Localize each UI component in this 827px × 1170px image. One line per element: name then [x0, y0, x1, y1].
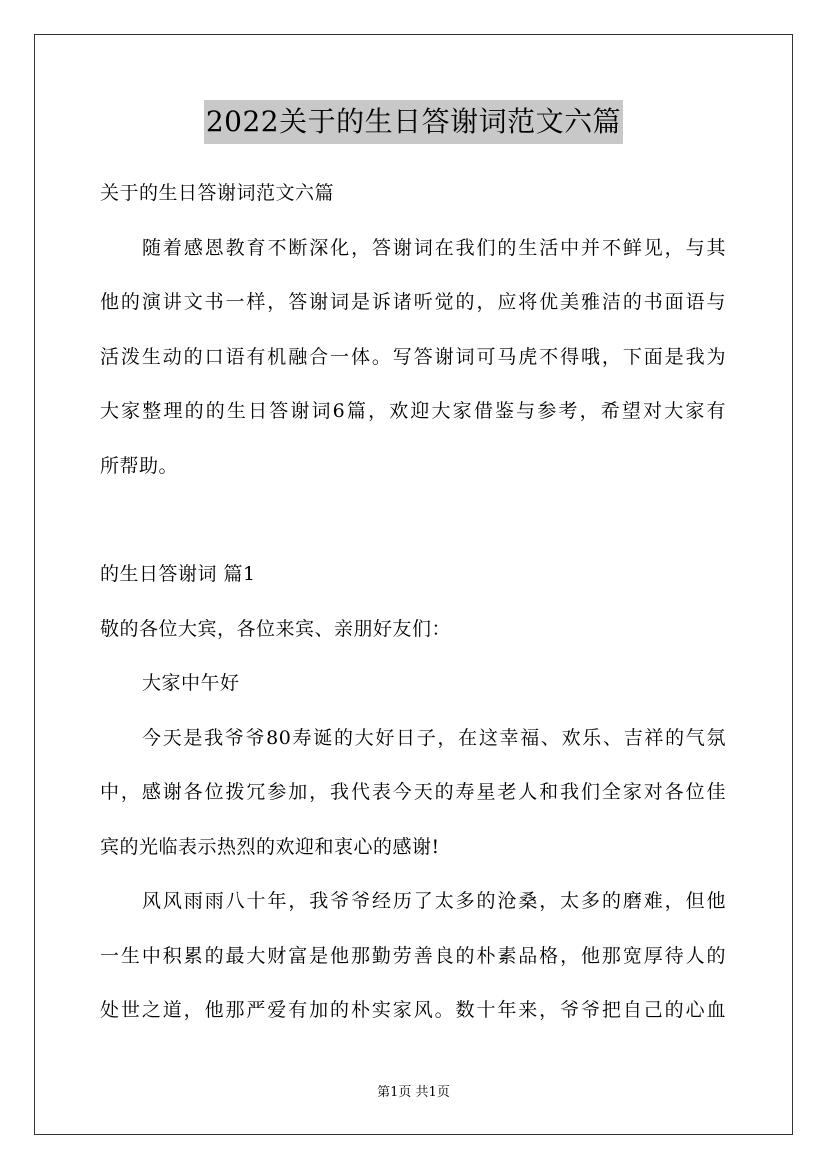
- para1-line-2: 中，感谢各位拨冗参加，我代表今天的寿星老人和我们全家对各位佳: [100, 781, 726, 803]
- salutation: 敬的各位大宾，各位来宾、亲朋好友们：: [100, 618, 452, 640]
- intro-line-1: 随着感恩教育不断深化，答谢词在我们的生活中并不鲜见，与其: [142, 237, 726, 259]
- subtitle: 关于的生日答谢词范文六篇: [100, 182, 335, 204]
- intro-line-5: 所帮助。: [100, 455, 179, 477]
- document-title: 2022关于的生日答谢词范文六篇: [204, 100, 623, 144]
- title-container: [0, 100, 827, 144]
- para2-line-3: 处世之道，他那严爱有加的朴实家风。数十年来，爷爷把自己的心血: [100, 999, 726, 1021]
- intro-line-2: 他的演讲文书一样，答谢词是诉诸听觉的，应将优美雅洁的书面语与: [100, 291, 726, 313]
- para1-line-1: 今天是我爷爷80寿诞的大好日子，在这幸福、欢乐、吉祥的气氛: [142, 727, 726, 749]
- section-heading: 的生日答谢词 篇1: [100, 563, 256, 585]
- intro-line-3: 活泼生动的口语有机融合一体。写答谢词可马虎不得哦，下面是我为: [100, 346, 726, 368]
- para2-line-2: 一生中积累的最大财富是他那勤劳善良的朴素品格，他那宽厚待人的: [100, 945, 726, 967]
- page-footer: 第1页 共1页: [377, 1085, 450, 1100]
- para1-line-3: 宾的光临表示热烈的欢迎和衷心的感谢!: [100, 836, 440, 858]
- para2-line-1: 风风雨雨八十年，我爷爷经历了太多的沧桑，太多的磨难，但他: [142, 890, 726, 912]
- greeting: 大家中午好: [142, 672, 240, 694]
- intro-line-4: 大家整理的的生日答谢词6篇，欢迎大家借鉴与参考，希望对大家有: [100, 400, 726, 422]
